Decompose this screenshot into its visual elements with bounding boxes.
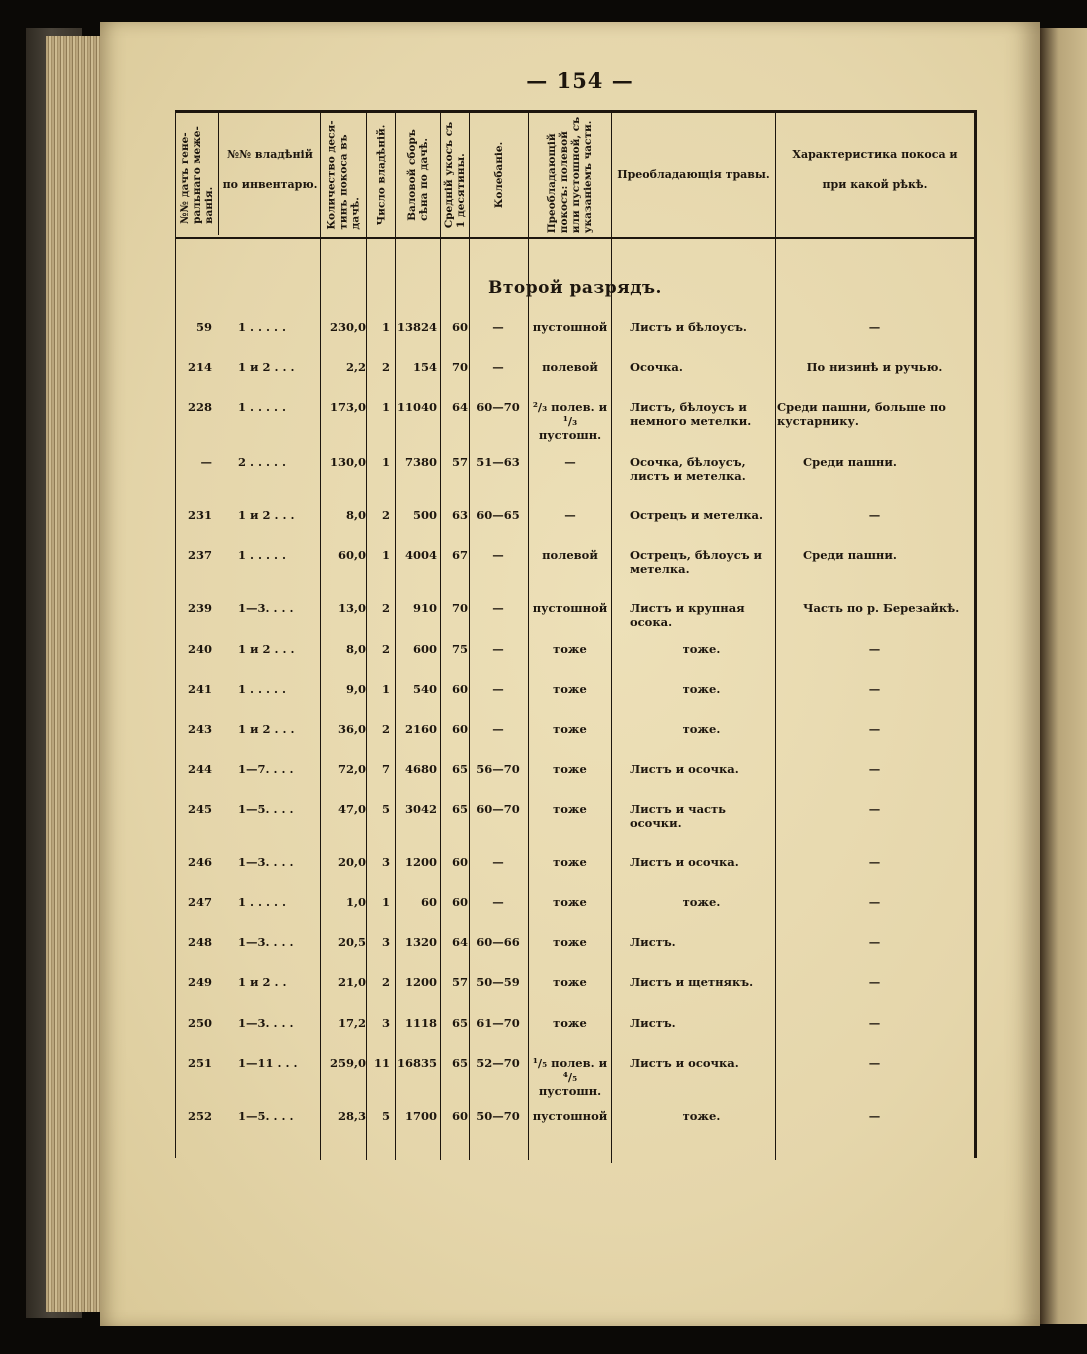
cell-avg-yield: 67 — [451, 548, 468, 562]
cell-inventory: 1—5. . . . — [238, 802, 294, 816]
cell-prevailing-meadow: ¹/₅ полев. и ⁴/₅ пустошн. — [532, 1056, 608, 1098]
table-row — [175, 975, 975, 1015]
cell-characteristic: Среди пашни, больше по кустарнику. — [777, 400, 946, 428]
cell-gross-hay: 1700 — [404, 1109, 437, 1123]
cell-prevailing-meadow: тоже — [553, 722, 587, 736]
cell-num-owners: 5 — [381, 1109, 390, 1123]
cell-num-owners: 1 — [381, 895, 390, 909]
cell-dacha: 231 — [187, 508, 212, 522]
cell-desyatin: 28,3 — [337, 1109, 366, 1123]
cell-grasses: Листъ и щетнякъ. — [630, 975, 754, 989]
cell-prevailing-meadow: пустошной — [532, 1109, 608, 1123]
cell-gross-hay: 16835 — [397, 1056, 438, 1070]
cell-characteristic: — — [868, 320, 881, 334]
cell-fluctuation: 56—70 — [476, 762, 520, 776]
header-gross-hay: Валовой сборъ сѣна по дачѣ. — [406, 129, 430, 221]
cell-prevailing-meadow: тоже — [553, 682, 587, 696]
cell-num-owners: 2 — [381, 722, 390, 736]
cell-characteristic: — — [868, 642, 881, 656]
cell-prevailing-meadow: пустошной — [532, 601, 608, 615]
cell-num-owners: 1 — [381, 682, 390, 696]
header-num-owners: Число владѣній. — [375, 124, 387, 226]
cell-num-owners: 3 — [381, 1016, 390, 1030]
table-row — [175, 1056, 975, 1096]
cell-avg-yield: 64 — [451, 935, 468, 949]
cell-fluctuation: 50—70 — [476, 1109, 520, 1123]
cell-gross-hay: 500 — [412, 508, 437, 522]
table-row — [175, 762, 975, 802]
cell-gross-hay: 3042 — [404, 802, 437, 816]
cell-characteristic: Среди пашни. — [803, 455, 897, 469]
cell-gross-hay: 154 — [412, 360, 437, 374]
cell-dacha: 245 — [187, 802, 212, 816]
column-rule — [218, 113, 219, 235]
cell-prevailing-meadow: ²/₃ полев. и ¹/₃ пустошн. — [532, 400, 608, 442]
header-desyatin: Количество деся- тинъ покоса въ дачѣ. — [325, 120, 362, 230]
cell-avg-yield: 65 — [451, 1056, 468, 1070]
cell-gross-hay: 1320 — [404, 935, 437, 949]
cell-prevailing-meadow: тоже — [553, 802, 587, 816]
cell-dacha: 239 — [187, 601, 212, 615]
table-row — [175, 682, 975, 722]
cell-characteristic: — — [868, 935, 881, 949]
cell-desyatin: 13,0 — [337, 601, 366, 615]
cell-fluctuation: 52—70 — [476, 1056, 520, 1070]
table-row — [175, 895, 975, 935]
cell-gross-hay: 910 — [412, 601, 437, 615]
cell-num-owners: 2 — [381, 975, 390, 989]
cell-dacha: 246 — [187, 855, 212, 869]
cell-fluctuation: — — [492, 360, 504, 374]
cell-characteristic: — — [868, 975, 881, 989]
cell-num-owners: 1 — [381, 548, 390, 562]
table-row — [175, 642, 975, 682]
cell-dacha: 237 — [187, 548, 212, 562]
table-row — [175, 360, 975, 400]
cell-grasses: Листъ и осочка. — [630, 1056, 739, 1070]
cell-gross-hay: 7380 — [404, 455, 437, 469]
cell-desyatin: 20,0 — [337, 855, 366, 869]
cell-dacha: 252 — [187, 1109, 212, 1123]
cell-avg-yield: 60 — [451, 682, 468, 696]
table-row — [175, 455, 975, 495]
header-prevailing-meadow: Преобладающій покосъ: полевой или пустошной, съ указаніемъ части. — [546, 116, 594, 234]
cell-grasses: тоже. — [682, 682, 721, 696]
table-row — [175, 320, 975, 360]
cell-fluctuation: — — [492, 601, 504, 615]
cell-avg-yield: 63 — [451, 508, 468, 522]
cell-grasses: тоже. — [682, 642, 721, 656]
table-row — [175, 548, 975, 588]
cell-prevailing-meadow: тоже — [553, 642, 587, 656]
cell-dacha: 249 — [187, 975, 212, 989]
cell-prevailing-meadow: полевой — [542, 548, 598, 562]
section-title: Второй разрядъ. — [488, 278, 662, 298]
cell-characteristic: — — [868, 1016, 881, 1030]
cell-num-owners: 2 — [381, 601, 390, 615]
cell-prevailing-meadow: тоже — [553, 975, 587, 989]
cell-gross-hay: 540 — [412, 682, 437, 696]
header-fluctuation: Колебаніе. — [493, 141, 505, 209]
cell-avg-yield: 60 — [451, 320, 468, 334]
cell-num-owners: 2 — [381, 642, 390, 656]
cell-characteristic: По низинѣ и ручью. — [806, 360, 943, 374]
cell-characteristic: — — [868, 895, 881, 909]
cell-fluctuation: 60—70 — [476, 802, 520, 816]
cell-gross-hay: 2160 — [404, 722, 437, 736]
cell-desyatin: 21,0 — [337, 975, 366, 989]
cell-inventory: 1 и 2 . . . — [238, 722, 295, 736]
cell-dacha: 251 — [187, 1056, 212, 1070]
cell-inventory: 1 . . . . . — [238, 548, 287, 562]
cell-gross-hay: 13824 — [397, 320, 438, 334]
cell-desyatin: 36,0 — [337, 722, 366, 736]
cell-gross-hay: 1200 — [404, 855, 437, 869]
cell-prevailing-meadow: тоже — [553, 895, 587, 909]
cell-grasses: Листъ и крупная осока. — [630, 601, 745, 629]
table-row — [175, 601, 975, 641]
cell-inventory: 1 и 2 . . . — [238, 642, 295, 656]
cell-dacha: — — [200, 455, 212, 469]
cell-grasses: Листъ и осочка. — [630, 762, 739, 776]
cell-prevailing-meadow: — — [564, 508, 576, 522]
cell-inventory: 1—3. . . . — [238, 1016, 294, 1030]
cell-fluctuation: — — [492, 320, 504, 334]
cell-num-owners: 11 — [373, 1056, 390, 1070]
cell-gross-hay: 4004 — [404, 548, 437, 562]
cell-desyatin: 20,5 — [337, 935, 366, 949]
cell-fluctuation: — — [492, 642, 504, 656]
cell-inventory: 1—3. . . . — [238, 855, 294, 869]
cell-avg-yield: 64 — [451, 400, 468, 414]
cell-inventory: 1 и 2 . . — [238, 975, 287, 989]
cell-dacha: 243 — [187, 722, 212, 736]
table-row — [175, 722, 975, 762]
cell-inventory: 1—7. . . . — [238, 762, 294, 776]
table-row — [175, 1109, 975, 1149]
cell-fluctuation: — — [492, 855, 504, 869]
cell-inventory: 1—11 . . . — [238, 1056, 298, 1070]
cell-avg-yield: 60 — [451, 722, 468, 736]
cell-prevailing-meadow: пустошной — [532, 320, 608, 334]
cell-inventory: 1 и 2 . . . — [238, 360, 295, 374]
cell-desyatin: 130,0 — [329, 455, 366, 469]
cell-num-owners: 3 — [381, 935, 390, 949]
cell-avg-yield: 75 — [451, 642, 468, 656]
cell-num-owners: 2 — [381, 360, 390, 374]
table-row — [175, 855, 975, 895]
cell-dacha: 240 — [187, 642, 212, 656]
cell-dacha: 214 — [187, 360, 212, 374]
cell-gross-hay: 1118 — [404, 1016, 437, 1030]
table-row — [175, 935, 975, 975]
cell-num-owners: 7 — [381, 762, 390, 776]
cell-avg-yield: 57 — [451, 975, 468, 989]
cell-dacha: 248 — [187, 935, 212, 949]
cell-fluctuation: — — [492, 722, 504, 736]
cell-grasses: Осочка. — [630, 360, 683, 374]
header-avg-yield: Средній укосъ съ 1 десятины. — [443, 121, 468, 229]
cell-num-owners: 5 — [381, 802, 390, 816]
cell-dacha: 59 — [195, 320, 212, 334]
cell-num-owners: 3 — [381, 855, 390, 869]
page-number: — 154 — — [526, 68, 634, 93]
cell-avg-yield: 57 — [451, 455, 468, 469]
cell-inventory: 1 . . . . . — [238, 895, 287, 909]
cell-dacha: 241 — [187, 682, 212, 696]
cell-desyatin: 9,0 — [345, 682, 366, 696]
cell-characteristic: — — [868, 1056, 881, 1070]
cell-dacha: 247 — [187, 895, 212, 909]
cell-avg-yield: 60 — [451, 855, 468, 869]
cell-desyatin: 47,0 — [337, 802, 366, 816]
cell-desyatin: 72,0 — [337, 762, 366, 776]
cell-grasses: Острецъ и метелка. — [630, 508, 763, 522]
cell-inventory: 1—3. . . . — [238, 601, 294, 615]
cell-desyatin: 230,0 — [329, 320, 366, 334]
cell-fluctuation: 50—59 — [476, 975, 520, 989]
header-rule — [175, 237, 975, 239]
cell-gross-hay: 11040 — [397, 400, 438, 414]
cell-fluctuation: 60—66 — [476, 935, 520, 949]
cell-avg-yield: 65 — [451, 762, 468, 776]
header-inventory: №№ владѣній по инвентарю. — [222, 148, 318, 191]
cell-fluctuation: 61—70 — [476, 1016, 520, 1030]
cell-grasses: Острецъ, бѣлоусъ и метелка. — [630, 548, 763, 576]
cell-fluctuation: 51—63 — [476, 455, 520, 469]
cell-grasses: Осочка, бѣлоусъ, листъ и метелка. — [630, 455, 746, 483]
table-row — [175, 802, 975, 842]
cell-desyatin: 173,0 — [329, 400, 366, 414]
header-grasses: Преобладающія травы. — [617, 168, 770, 181]
cell-fluctuation: 60—70 — [476, 400, 520, 414]
cell-prevailing-meadow: — — [564, 455, 576, 469]
cell-fluctuation: — — [492, 895, 504, 909]
cell-inventory: 1 . . . . . — [238, 682, 287, 696]
cell-grasses: тоже. — [682, 1109, 721, 1123]
cell-characteristic: — — [868, 682, 881, 696]
cell-characteristic: — — [868, 802, 881, 816]
cell-inventory: 1—5. . . . — [238, 1109, 294, 1123]
cell-desyatin: 1,0 — [345, 895, 366, 909]
cell-prevailing-meadow: тоже — [553, 855, 587, 869]
cell-gross-hay: 4680 — [404, 762, 437, 776]
cell-num-owners: 2 — [381, 508, 390, 522]
cell-characteristic: — — [868, 508, 881, 522]
cell-prevailing-meadow: тоже — [553, 935, 587, 949]
cell-inventory: 1 . . . . . — [238, 400, 287, 414]
cell-gross-hay: 600 — [412, 642, 437, 656]
cell-desyatin: 2,2 — [345, 360, 366, 374]
cell-avg-yield: 70 — [451, 360, 468, 374]
cell-fluctuation: — — [492, 682, 504, 696]
cell-grasses: тоже. — [682, 895, 721, 909]
header-characteristic: Характеристика покоса и при какой рѣкѣ. — [792, 148, 958, 191]
cell-grasses: Листъ. — [630, 935, 676, 949]
cell-dacha: 228 — [187, 400, 212, 414]
cell-prevailing-meadow: тоже — [553, 1016, 587, 1030]
cell-desyatin: 8,0 — [345, 642, 366, 656]
cell-avg-yield: 65 — [451, 802, 468, 816]
cell-desyatin: 259,0 — [329, 1056, 366, 1070]
cell-grasses: Листъ. — [630, 1016, 676, 1030]
cell-characteristic: — — [868, 1109, 881, 1123]
cell-grasses: Листъ и осочка. — [630, 855, 739, 869]
cell-grasses: тоже. — [682, 722, 721, 736]
page-edges — [46, 36, 104, 1312]
cell-desyatin: 60,0 — [337, 548, 366, 562]
cell-avg-yield: 60 — [451, 1109, 468, 1123]
cell-inventory: 1 . . . . . — [238, 320, 287, 334]
cell-characteristic: Среди пашни. — [803, 548, 897, 562]
cell-characteristic: Часть по р. Березайкѣ. — [803, 601, 960, 615]
cell-inventory: 2 . . . . . — [238, 455, 287, 469]
cell-gross-hay: 60 — [420, 895, 437, 909]
cell-num-owners: 1 — [381, 400, 390, 414]
cell-characteristic: — — [868, 722, 881, 736]
cell-desyatin: 17,2 — [337, 1016, 366, 1030]
cell-grasses: Листъ, бѣлоусъ и немного метелки. — [630, 400, 752, 428]
cell-inventory: 1—3. . . . — [238, 935, 294, 949]
cell-num-owners: 1 — [381, 320, 390, 334]
cell-dacha: 244 — [187, 762, 212, 776]
cell-characteristic: — — [868, 855, 881, 869]
adjacent-page — [1040, 28, 1087, 1324]
cell-avg-yield: 70 — [451, 601, 468, 615]
cell-fluctuation: — — [492, 548, 504, 562]
cell-fluctuation: 60—65 — [476, 508, 520, 522]
cell-avg-yield: 60 — [451, 895, 468, 909]
table-row — [175, 508, 975, 548]
cell-avg-yield: 65 — [451, 1016, 468, 1030]
cell-prevailing-meadow: тоже — [553, 762, 587, 776]
cell-grasses: Листъ и бѣлоусъ. — [630, 320, 747, 334]
cell-num-owners: 1 — [381, 455, 390, 469]
table-row — [175, 1016, 975, 1056]
table-row — [175, 400, 975, 440]
cell-desyatin: 8,0 — [345, 508, 366, 522]
cell-characteristic: — — [868, 762, 881, 776]
header-dacha: №№ дачъ гене- ральнаго меже- ванія. — [179, 126, 216, 224]
cell-dacha: 250 — [187, 1016, 212, 1030]
cell-inventory: 1 и 2 . . . — [238, 508, 295, 522]
cell-gross-hay: 1200 — [404, 975, 437, 989]
cell-prevailing-meadow: полевой — [542, 360, 598, 374]
cell-grasses: Листъ и часть осочки. — [630, 802, 726, 830]
